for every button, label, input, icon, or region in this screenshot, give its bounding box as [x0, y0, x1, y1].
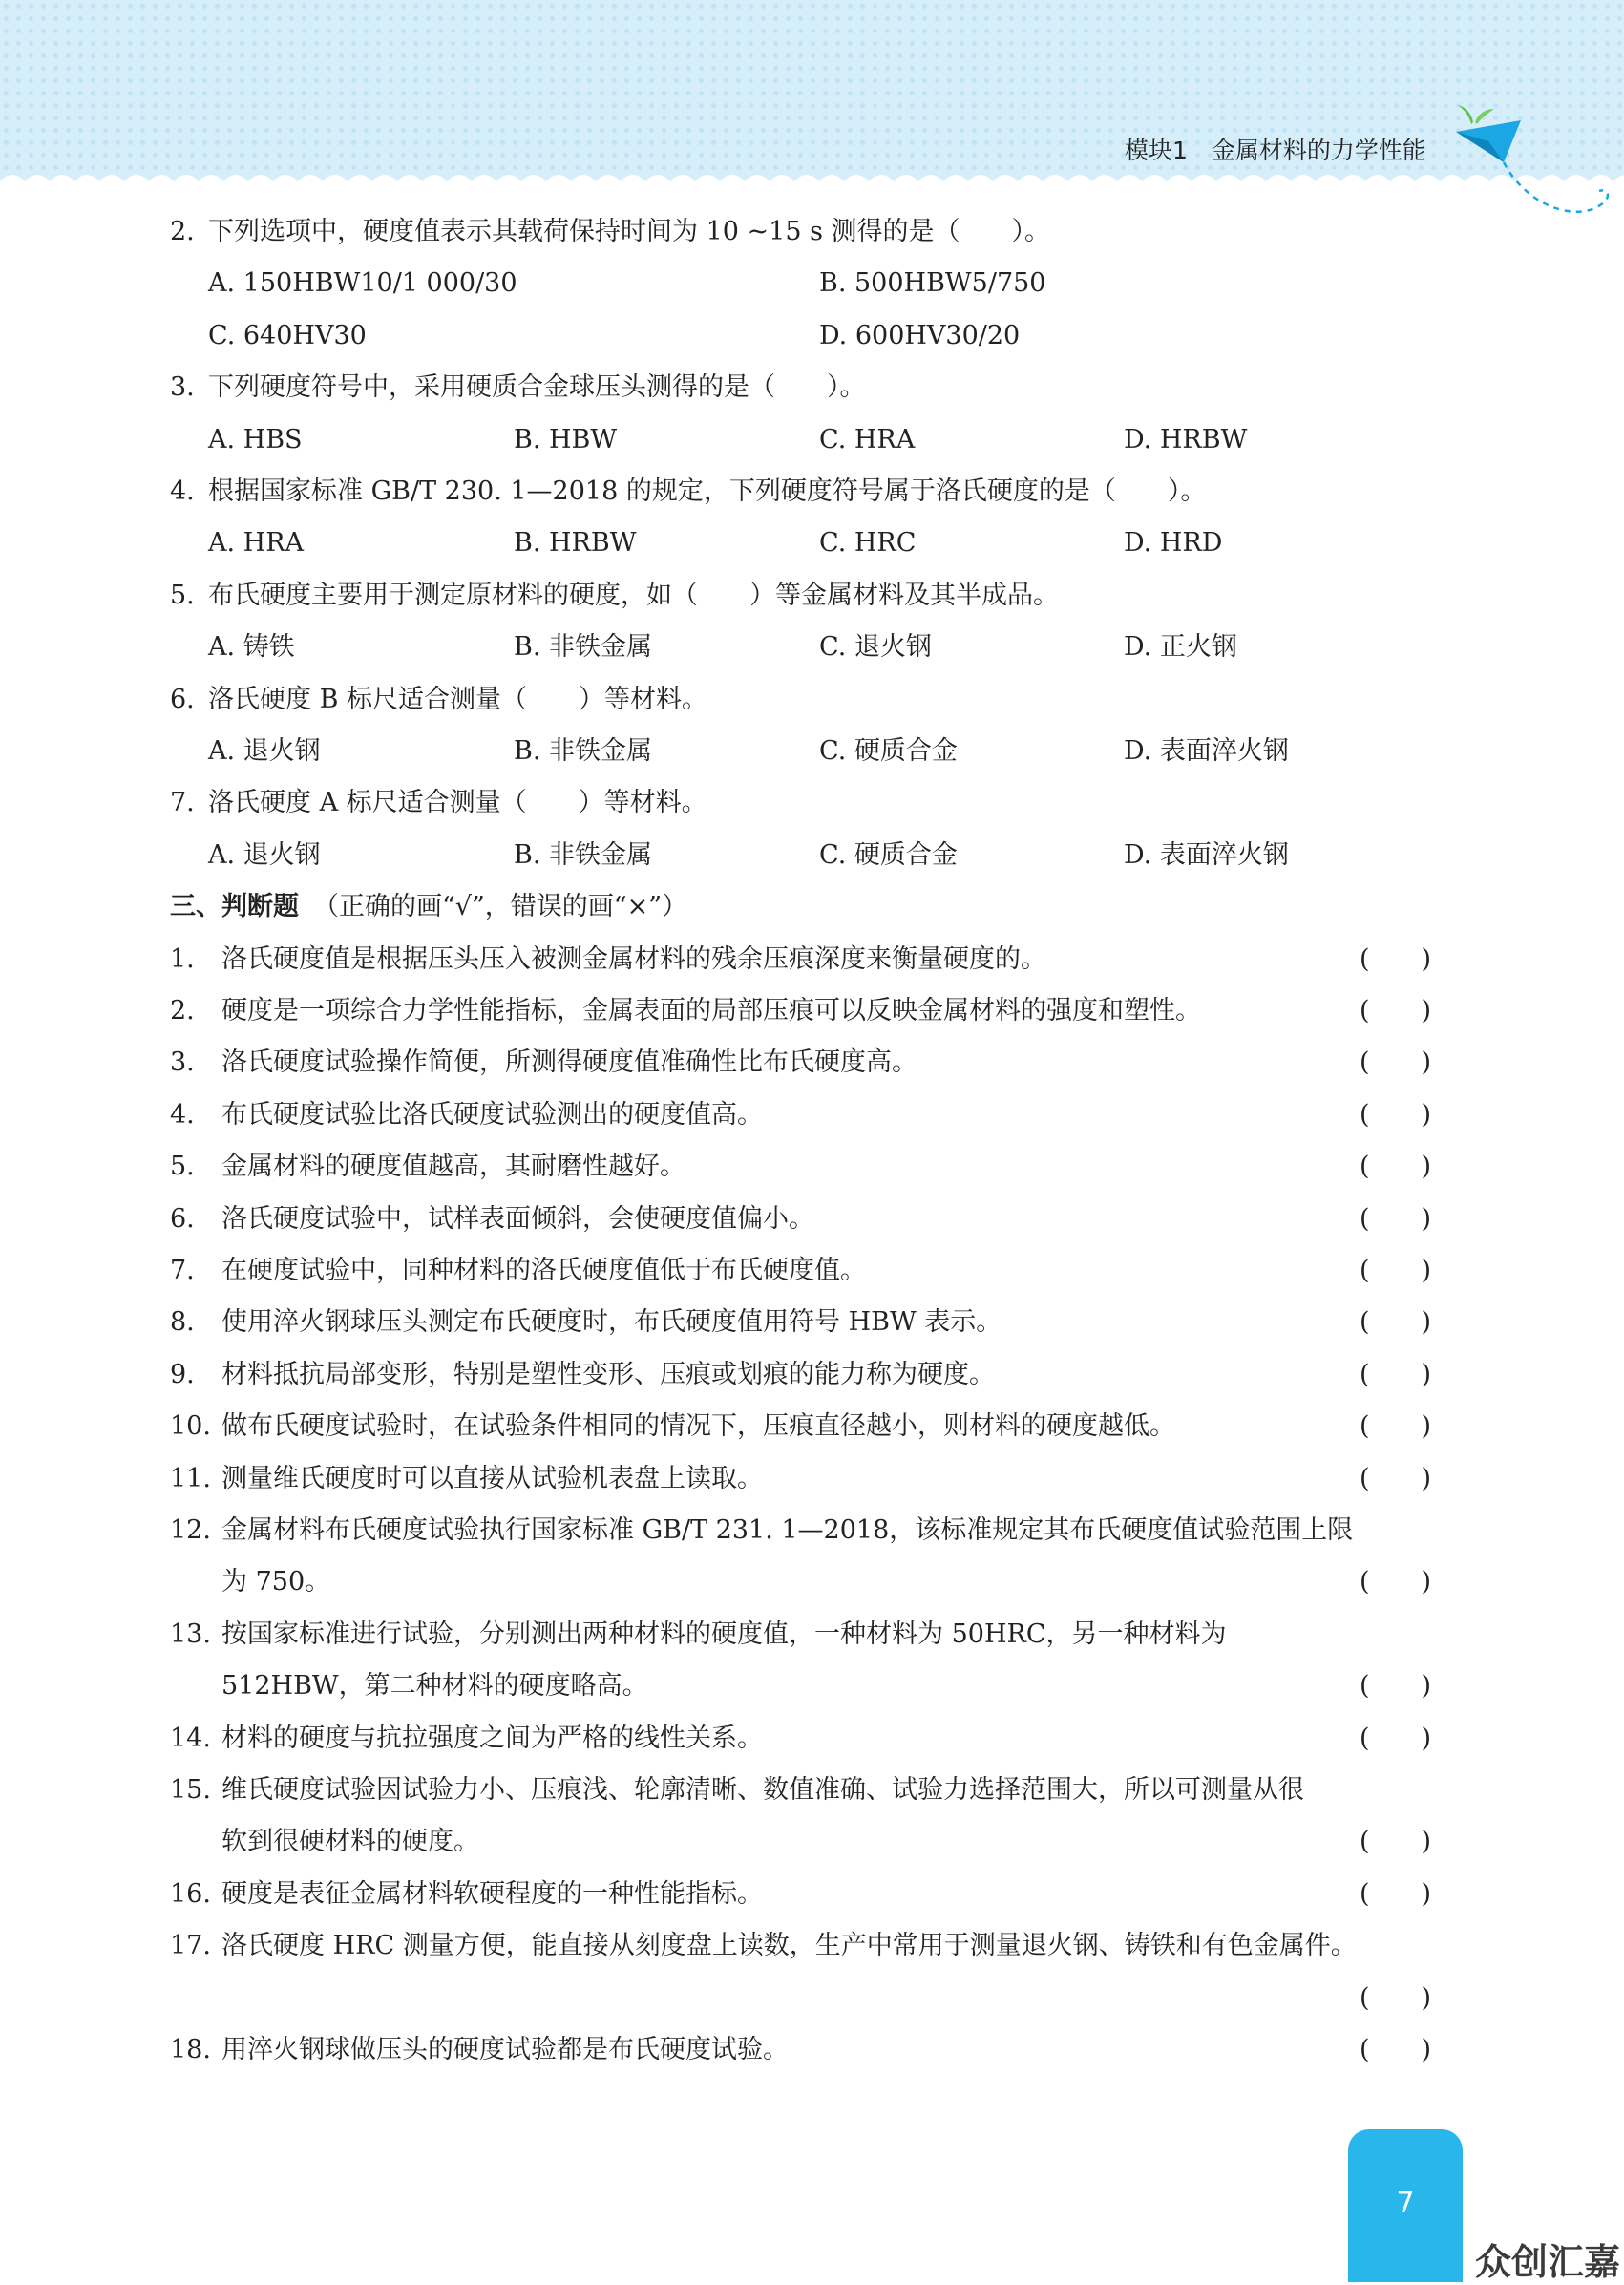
question-text: 根据国家标准 GB/T 230. 1—2018 的规定，下列硬度符号属于洛氏硬度的是（ ）。: [208, 476, 1207, 506]
answer-blank: ( ): [1360, 943, 1432, 974]
answer-blank: ( ): [1360, 1307, 1432, 1338]
option: D. 600HV30/20: [819, 320, 1021, 350]
page-number-tab: [1348, 2129, 1463, 2282]
question-number: 8.: [170, 1307, 195, 1338]
answer-blank: ( ): [1360, 1463, 1432, 1493]
question-text: 软到很硬材料的硬度。: [221, 1827, 479, 1857]
page-number: 7: [1396, 2187, 1415, 2220]
option: A. 铸铁: [208, 632, 295, 663]
answer-blank: ( ): [1360, 1256, 1432, 1285]
question-number: 6.: [170, 684, 195, 714]
question-text: 材料的硬度与抗拉强度之间为严格的线性关系。: [221, 1723, 763, 1753]
question-number: 2.: [170, 217, 195, 246]
option: C. 640HV30: [208, 320, 367, 350]
option: A. HRA: [208, 528, 305, 559]
option: D. 正火钢: [1124, 632, 1237, 663]
question-text: 洛氏硬度 B 标尺适合测量（ ）等材料。: [208, 684, 708, 714]
answer-blank: ( ): [1360, 1411, 1432, 1442]
option: A. 退火钢: [208, 839, 321, 870]
paper-plane-icon: [1446, 103, 1618, 246]
question-text: 512HBW，第二种材料的硬度略高。: [221, 1671, 648, 1702]
watermark-text: 众创汇嘉: [1475, 2241, 1621, 2283]
answer-blank: ( ): [1360, 1099, 1432, 1130]
question-text: 洛氏硬度值是根据压头压入被测金属材料的残余压痕深度来衡量硬度的。: [221, 943, 1046, 974]
question-number: 2.: [170, 996, 195, 1026]
section-note: （正确的画“√”，错误的画“×”）: [313, 892, 688, 922]
question-number: 15.: [170, 1775, 211, 1805]
question-number: 4.: [170, 1099, 195, 1130]
question-text: 为 750。: [221, 1567, 331, 1597]
question-number: 14.: [170, 1723, 211, 1753]
answer-blank: ( ): [1360, 996, 1432, 1026]
question-text: 金属材料布氏硬度试验执行国家标准 GB/T 231. 1—2018，该标准规定其布氏硬度值试验范围上限: [221, 1515, 1354, 1545]
question-text: 维氏硬度试验因试验力小、压痕浅、轮廓清晰、数值准确、试验力选择范围大，所以可测量从很: [221, 1775, 1304, 1805]
question-number: 12.: [170, 1515, 211, 1545]
module-title: 模块1 金属材料的力学性能: [1125, 137, 1426, 164]
question-text: 下列硬度符号中，采用硬质合金球压头测得的是（ ）。: [208, 372, 866, 403]
question-number: 18.: [170, 2035, 211, 2064]
question-number: 9.: [170, 1359, 195, 1389]
section-heading: 三、判断题: [170, 892, 299, 922]
option: C. 硬质合金: [819, 736, 958, 766]
option: D. 表面淬火钢: [1124, 736, 1289, 766]
header-wave-edge: [0, 168, 1624, 201]
option: A. 150HBW10/1 000/30: [208, 268, 517, 299]
question-text: 洛氏硬度 A 标尺适合测量（ ）等材料。: [208, 788, 707, 818]
question-text: 用淬火钢球做压头的硬度试验都是布氏硬度试验。: [221, 2035, 789, 2064]
question-number: 6.: [170, 1203, 195, 1234]
option: D. HRBW: [1124, 424, 1248, 455]
option: D. HRD: [1124, 528, 1223, 559]
question-number: 3.: [170, 1047, 195, 1078]
question-number: 5.: [170, 580, 195, 610]
answer-blank: ( ): [1360, 1671, 1432, 1702]
question-number: 17.: [170, 1931, 211, 1961]
question-text: 布氏硬度试验比洛氏硬度试验测出的硬度值高。: [221, 1099, 763, 1130]
answer-blank: ( ): [1360, 2035, 1432, 2064]
answer-blank: ( ): [1360, 1359, 1432, 1389]
question-number: 1.: [170, 943, 195, 974]
question-text: 布氏硬度主要用于测定原材料的硬度，如（ ）等金属材料及其半成品。: [208, 580, 1059, 610]
option: D. 表面淬火钢: [1124, 839, 1289, 870]
question-text: 在硬度试验中，同种材料的洛氏硬度值低于布氏硬度值。: [221, 1256, 866, 1285]
question-number: 3.: [170, 372, 195, 403]
question-number: 13.: [170, 1619, 211, 1649]
question-text: 硬度是表征金属材料软硬程度的一种性能指标。: [221, 1878, 763, 1909]
question-number: 16.: [170, 1878, 211, 1909]
answer-blank: ( ): [1360, 1047, 1432, 1078]
answer-blank: ( ): [1360, 1723, 1432, 1753]
option: A. HBS: [208, 424, 303, 455]
question-number: 7.: [170, 788, 195, 818]
option: B. HBW: [514, 424, 618, 455]
answer-blank: ( ): [1360, 1567, 1432, 1597]
question-text: 按国家标准进行试验，分别测出两种材料的硬度值，一种材料为 50HRC，另一种材料为: [221, 1619, 1227, 1649]
answer-blank: ( ): [1360, 1827, 1432, 1857]
question-number: 4.: [170, 476, 195, 506]
question-text: 金属材料的硬度值越高，其耐磨性越好。: [221, 1152, 685, 1182]
option: B. HRBW: [514, 528, 637, 559]
option: B. 非铁金属: [514, 839, 653, 870]
option: C. HRA: [819, 424, 916, 455]
question-text: 洛氏硬度试验操作简便，所测得硬度值准确性比布氏硬度高。: [221, 1047, 917, 1078]
option: B. 500HBW5/750: [819, 268, 1046, 299]
answer-blank: ( ): [1360, 1152, 1432, 1182]
option: B. 非铁金属: [514, 632, 653, 663]
option: C. HRC: [819, 528, 917, 559]
question-text: 材料抵抗局部变形，特别是塑性变形、压痕或划痕的能力称为硬度。: [221, 1359, 995, 1389]
answer-blank: ( ): [1360, 1982, 1432, 2013]
question-number: 11.: [170, 1463, 211, 1493]
question-number: 10.: [170, 1411, 211, 1442]
question-text: 测量维氏硬度时可以直接从试验机表盘上读取。: [221, 1463, 763, 1493]
question-number: 5.: [170, 1152, 195, 1182]
question-text: 做布氏硬度试验时，在试验条件相同的情况下，压痕直径越小，则材料的硬度越低。: [221, 1411, 1175, 1442]
answer-blank: ( ): [1360, 1203, 1432, 1234]
question-text: 硬度是一项综合力学性能指标，金属表面的局部压痕可以反映金属材料的强度和塑性。: [221, 996, 1201, 1026]
question-text: 洛氏硬度 HRC 测量方便，能直接从刻度盘上读数，生产中常用于测量退火钢、铸铁和有色金属件。: [221, 1931, 1357, 1961]
answer-blank: ( ): [1360, 1878, 1432, 1909]
question-text: 下列选项中，硬度值表示其载荷保持时间为 10 ~15 s 测得的是（ ）。: [208, 217, 1051, 246]
option: B. 非铁金属: [514, 736, 653, 766]
option: A. 退火钢: [208, 736, 321, 766]
question-text: 使用淬火钢球压头测定布氏硬度时，布氏硬度值用符号 HBW 表示。: [221, 1307, 1002, 1338]
option: C. 硬质合金: [819, 839, 958, 870]
question-text: 洛氏硬度试验中，试样表面倾斜，会使硬度值偏小。: [221, 1203, 814, 1234]
question-number: 7.: [170, 1256, 195, 1285]
option: C. 退火钢: [819, 632, 932, 663]
